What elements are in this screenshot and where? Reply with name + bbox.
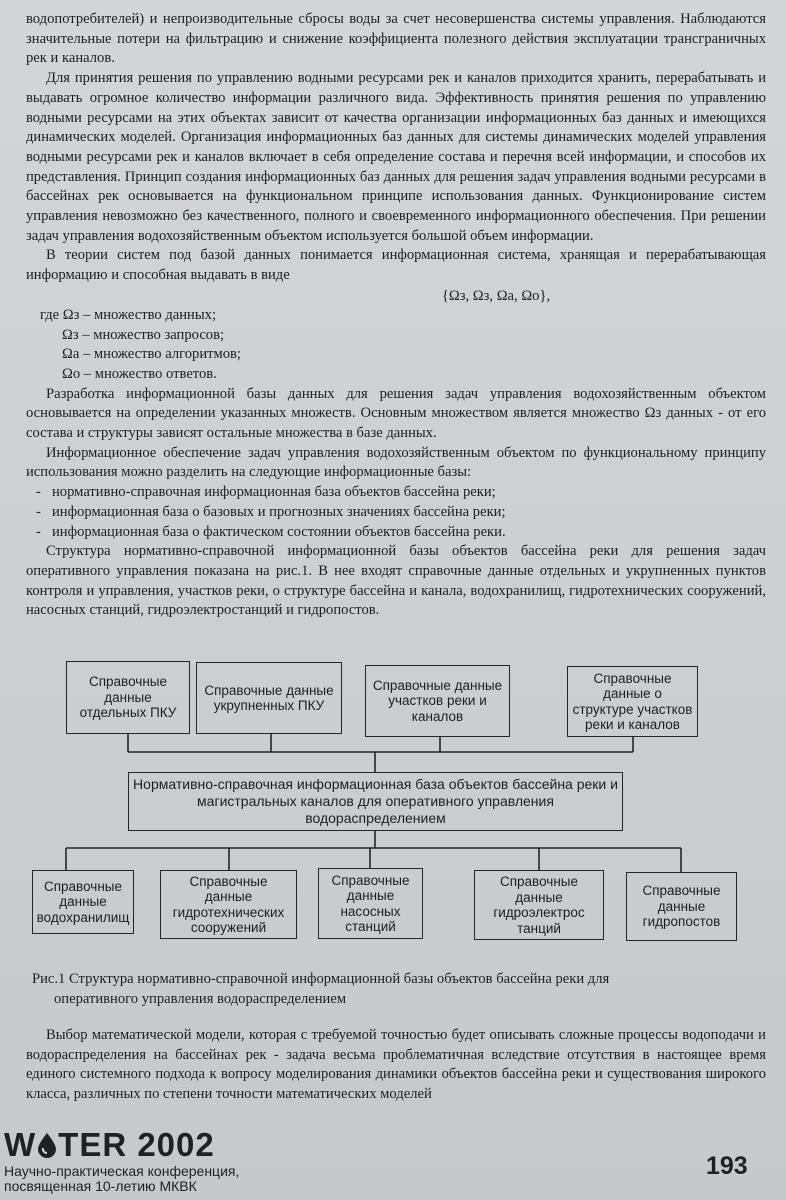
box-gauging-stations: Справочные данные гидропостов: [626, 872, 737, 941]
conference-subtitle: [4, 1164, 239, 1194]
box-section-structure: Справочные данные о структуре участков реки и каналов: [567, 666, 698, 737]
paragraph: Выбор математической модели, которая с требуемой точностью будет описывать сложные процессы водоподачи и водораспределения на бассейнах рек - задача весьма проблематичная вследствие отсутствия в настоящее время единого системного подхода к вопросу моделирования динамики объектов бассейна реки и существования широкого класса, различных по степени точности математических моделей: [26, 1027, 766, 1103]
subtitle-line: Научно-практическая конференция,: [4, 1163, 240, 1179]
definition-item: где Ωз – множество данных;: [40, 306, 216, 323]
box-hydropower-stations: Справочные данные гидроэлектрос танций: [474, 870, 604, 940]
definition-item: Ωо – множество ответов.: [62, 365, 217, 382]
caption-line: оперативного управления водораспределением: [54, 990, 347, 1007]
box-enlarged-pku: Справочные данные укрупненных ПКУ: [196, 662, 342, 734]
box-hydraulic-structures: Справочные данные гидротехнических сооружений: [160, 870, 297, 939]
formula: {Ωз, Ωз, Ωа, Ωо},: [441, 287, 551, 304]
paragraph: В теории систем под базой данных понимается информационная система, хранящая и перерабатывающая информацию и способная выдавать в виде: [26, 247, 766, 284]
definition-item: Ωз – множество запросов;: [62, 326, 225, 343]
paragraph: Для принятия решения по управлению водными ресурсами рек и каналов приходится хранить, перерабатывать и выдавать огромное количество информации различного вида. Эффективность принятия решения по управлению водными ресурсами на этих объектах зависит от качества организации информационных баз данных и имеющихся динамических моделей. Организация информационных баз данных для системы динамических моделей управления водными ресурсами рек и каналов включает в себя определение состава и перечня всей информации, и способов их представления. Принцип создания информационных баз данных для решения задач управления водными ресурсами в бассейнах рек основывается на функциональном принципе использования данных. Функционирование систем управления невозможно без качественного, полного и своевременного информационного обеспечения. При решении задач управления водохозяйственным объектом используется большой объем информации.: [26, 70, 766, 244]
subtitle-line: посвященная 10-летию МКВК: [4, 1178, 197, 1194]
bullet-item: - нормативно-справочная информационная база объектов бассейна реки;: [26, 483, 766, 503]
paragraph: Информационное обеспечение задач управления водохозяйственным объектом по функциональному принципу использования можно разделить на следующие информационные базы:: [26, 444, 766, 481]
paragraph: Разработка информационной базы данных для решения задач управления водохозяйственным объектом основывается на определении указанных множеств. Основным множеством является множество Ωз данных - от его состава и структуры зависят остальные множества в базе данных.: [26, 385, 766, 442]
logo-letter: W: [4, 1126, 37, 1163]
box-individual-pku: Справочные данные отдельных ПКУ: [66, 661, 190, 734]
body-text-bottom: [26, 1026, 766, 1105]
conference-logo: [4, 1128, 215, 1162]
box-reference-database: Нормативно-справочная информационная база объектов бассейна реки и магистральных каналов для оперативного управления водораспределением: [128, 772, 623, 831]
bullet-item: - информационная база о базовых и прогнозных значениях бассейна реки;: [26, 503, 766, 523]
definition-item: Ωа – множество алгоритмов;: [62, 346, 241, 363]
figure-caption: [32, 970, 752, 1009]
water-drop-icon: [36, 1132, 58, 1158]
paragraph: Структура нормативно-справочной информационной базы объектов бассейна реки для решения задач оперативного управления показана на рис.1. В нее входят справочные данные отдельных и укрупненных пунктов контроля и управления, участков реки, о структуре бассейна и канала, водохранилищ, гидротехнических сооружений, насосных станций, гидроэлектростанций и гидропостов.: [26, 543, 766, 619]
box-reservoirs: Справочные данные водохранилищ: [32, 870, 134, 934]
box-river-sections: Справочные данные участков реки и каналов: [365, 665, 510, 737]
paragraph: водопотребителей) и непроизводительные сбросы воды за счет несовершенства системы управления. Наблюдаются значительные потери на фильтрацию и снижение коэффициента полезного действия эксплуатации трансграничных рек и каналов.: [26, 11, 766, 67]
logo-text: TER 2002: [58, 1126, 215, 1163]
bullet-item: - информационная база о фактическом состоянии объектов бассейна реки.: [26, 523, 766, 543]
box-pump-stations: Справочные данные насосных станций: [318, 868, 423, 939]
caption-line: Рис.1 Структура нормативно-справочной информационной базы объектов бассейна реки для: [32, 971, 610, 987]
page-number: 193: [706, 1152, 748, 1180]
